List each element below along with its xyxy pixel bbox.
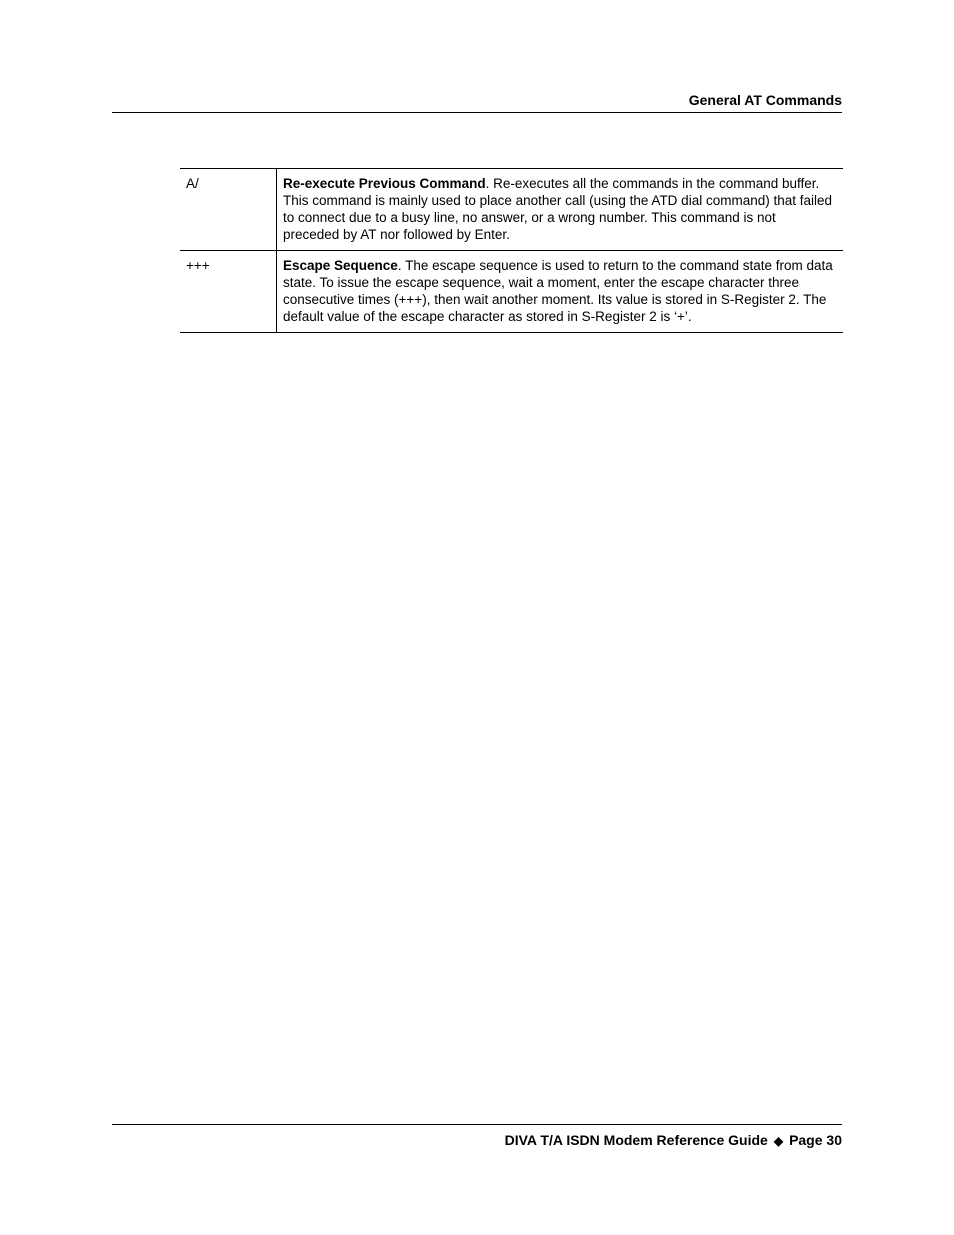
table-row <box>180 169 843 251</box>
command-term: Escape Sequence <box>283 258 398 273</box>
section-title: General AT Commands <box>688 92 842 108</box>
command-cell: A/ <box>180 169 277 251</box>
command-description: . Re-executes all the commands in the command buffer. This command is mainly used to place another call (using the ATD dial command) that failed to connect due to a busy line, no answer, or a wrong number. This command is not preceded by AT nor followed by Enter. <box>283 176 833 242</box>
page-number: Page 30 <box>789 1132 842 1148</box>
command-cell: +++ <box>180 251 277 333</box>
command-table <box>180 168 843 333</box>
footer-divider <box>112 1124 842 1125</box>
command-description: . The escape sequence is used to return to the command state from data state. To issue the escape sequence, wait a moment, enter the escape character three consecutive times (+++), then wait another moment. Its value is stored in S-Register 2. The default value of the escape character as stored in S-Register 2 is ‘+’. <box>283 258 833 324</box>
guide-title: DIVA T/A ISDN Modem Reference Guide <box>504 1132 768 1148</box>
diamond-icon: ◆ <box>773 1134 784 1148</box>
footer-line <box>505 1131 842 1150</box>
header-divider <box>112 112 842 113</box>
description-cell <box>277 169 844 251</box>
description-cell <box>277 251 844 333</box>
table-row <box>180 251 843 333</box>
command-term: Re-execute Previous Command <box>283 176 486 191</box>
